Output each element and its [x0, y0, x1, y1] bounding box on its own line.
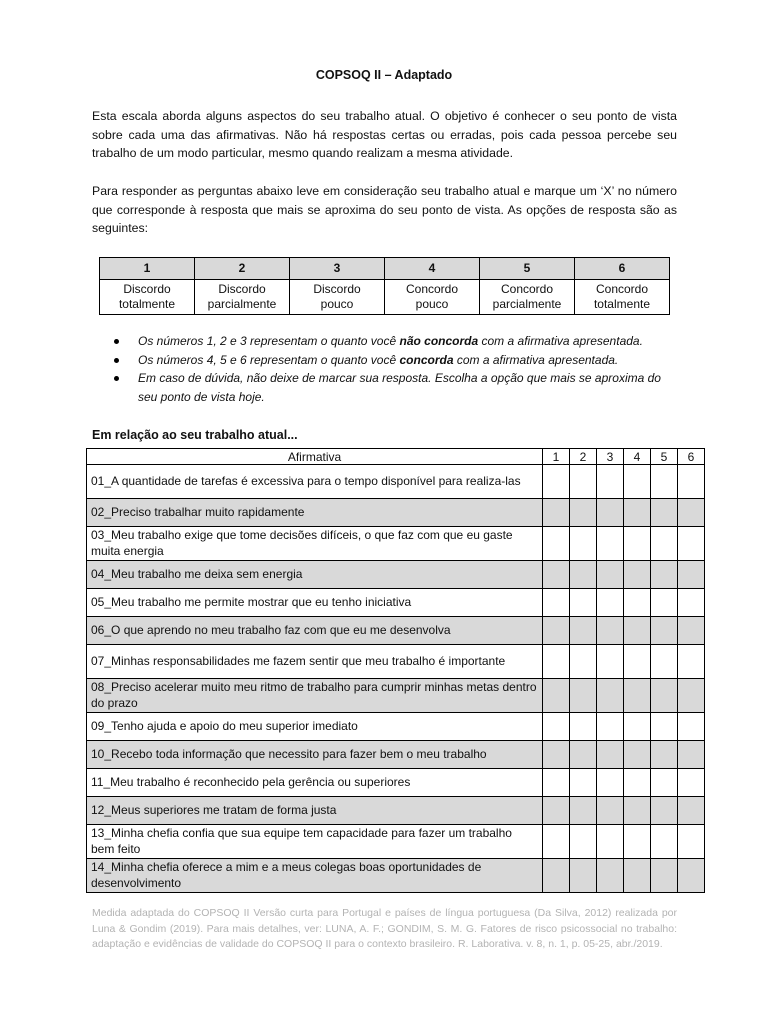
answer-checkbox-cell[interactable]: [651, 713, 678, 741]
answer-checkbox-cell[interactable]: [678, 499, 705, 527]
scale-label-line: totalmente: [118, 297, 176, 311]
answer-checkbox-cell[interactable]: [624, 679, 651, 713]
answer-checkbox-cell[interactable]: [543, 645, 570, 679]
answer-checkbox-cell[interactable]: [570, 679, 597, 713]
answer-checkbox-cell[interactable]: [651, 769, 678, 797]
answer-checkbox-cell[interactable]: [570, 859, 597, 893]
column-header-option: 6: [678, 449, 705, 465]
answer-checkbox-cell[interactable]: [543, 859, 570, 893]
answer-checkbox-cell[interactable]: [678, 561, 705, 589]
answer-checkbox-cell[interactable]: [651, 561, 678, 589]
page-title: COPSOQ II – Adaptado: [315, 68, 453, 82]
table-row: [87, 645, 705, 679]
statement-cell: 02_Preciso trabalhar muito rapidamente: [87, 499, 543, 527]
answer-checkbox-cell[interactable]: [597, 769, 624, 797]
scale-number: 4: [385, 258, 480, 280]
answer-checkbox-cell[interactable]: [651, 679, 678, 713]
statement-cell: 08_Preciso acelerar muito meu ritmo de trabalho para cumprir minhas metas dentro do prazo: [87, 679, 543, 713]
table-row: [87, 797, 705, 825]
answer-checkbox-cell[interactable]: [624, 527, 651, 561]
statement-cell: 07_Minhas responsabilidades me fazem sentir que meu trabalho é importante: [87, 645, 543, 679]
answer-checkbox-cell[interactable]: [624, 561, 651, 589]
statement-cell: 12_Meus superiores me tratam de forma justa: [87, 797, 543, 825]
bullet-text: com a afirmativa apresentada.: [478, 334, 643, 348]
answer-checkbox-cell[interactable]: [543, 769, 570, 797]
answer-checkbox-cell[interactable]: [570, 465, 597, 499]
answer-checkbox-cell[interactable]: [624, 825, 651, 859]
statement-cell: 09_Tenho ajuda e apoio do meu superior imediato: [87, 713, 543, 741]
scale-label-line: Concordo: [500, 281, 554, 296]
table-row: [87, 589, 705, 617]
bullet-item: [138, 332, 683, 351]
answer-checkbox-cell[interactable]: [543, 527, 570, 561]
scale-label-line: parcialmente: [207, 297, 277, 311]
answer-checkbox-cell[interactable]: [597, 465, 624, 499]
scale-label: [100, 280, 195, 315]
table-row: [87, 769, 705, 797]
bullet-text: Os números 4, 5 e 6 representam o quanto você: [138, 352, 400, 367]
answer-checkbox-cell[interactable]: [624, 713, 651, 741]
scale-label-line: totalmente: [593, 297, 651, 311]
scale-label-line: pouco: [415, 297, 449, 311]
statement-cell: 13_Minha chefia confia que sua equipe tem capacidade para fazer um trabalho bem feito: [87, 825, 543, 859]
answer-checkbox-cell[interactable]: [543, 617, 570, 645]
answer-checkbox-cell[interactable]: [597, 825, 624, 859]
answer-checkbox-cell[interactable]: [651, 741, 678, 769]
table-row: [87, 825, 705, 859]
answer-checkbox-cell[interactable]: [624, 617, 651, 645]
answer-checkbox-cell[interactable]: [597, 741, 624, 769]
scale-label: [290, 280, 385, 315]
table-row: [87, 561, 705, 589]
answer-checkbox-cell[interactable]: [678, 741, 705, 769]
scale-label-line: Discordo: [218, 281, 266, 296]
answer-checkbox-cell[interactable]: [597, 499, 624, 527]
scale-label: [575, 280, 670, 315]
answer-checkbox-cell[interactable]: [624, 797, 651, 825]
column-header-statement: Afirmativa: [87, 449, 543, 465]
scale-label-line: pouco: [320, 297, 354, 311]
intro-paragraph: Esta escala aborda alguns aspectos do seu trabalho atual. O objetivo é conhecer o seu ponto de vista sobre cada uma das afirmativas. Não há respostas certas ou erradas, pois cada pessoa percebe seu trabalho de um modo particular, mesmo quando realizam a mesma atividade.: [92, 109, 677, 160]
scale-label-line: Concordo: [405, 281, 459, 296]
answer-checkbox-cell[interactable]: [678, 527, 705, 561]
answer-checkbox-cell[interactable]: [678, 769, 705, 797]
table-row: [87, 465, 705, 499]
answer-checkbox-cell[interactable]: [651, 859, 678, 893]
bullet-item: [138, 369, 683, 406]
answer-checkbox-cell[interactable]: [678, 797, 705, 825]
column-header-option: 5: [651, 449, 678, 465]
scale-label-line: Concordo: [595, 281, 649, 296]
answer-checkbox-cell[interactable]: [543, 741, 570, 769]
answer-checkbox-cell[interactable]: [624, 859, 651, 893]
scale-number: 2: [195, 258, 290, 280]
instruction-bullets: [138, 332, 683, 406]
bullet-text: Em caso de dúvida, não deixe de marcar sua resposta. Escolha a opção que mais se aproxima do seu ponto de vista hoje.: [138, 371, 661, 404]
answer-checkbox-cell[interactable]: [624, 499, 651, 527]
answer-checkbox-cell[interactable]: [624, 465, 651, 499]
answer-checkbox-cell[interactable]: [597, 645, 624, 679]
response-scale-table: [99, 257, 670, 315]
answer-checkbox-cell[interactable]: [597, 589, 624, 617]
citation-footer: Medida adaptada do COPSOQ II Versão curta para Portugal e países de língua portuguesa (Da Silva, 2012) realizada por Luna & Gondim (2019). Para mais detalhes, ver: LUNA, A. F.; GONDIM, S. M. G. Fatores de risco psicossocial no trabalho: adaptação e evidências de validade do COPSOQ II para o contexto brasileiro. R. Laborativa. v. 8, n. 1, p. 05-25, abr./2019.: [92, 907, 677, 950]
answer-checkbox-cell[interactable]: [624, 589, 651, 617]
answer-checkbox-cell[interactable]: [543, 589, 570, 617]
answer-checkbox-cell[interactable]: [597, 527, 624, 561]
answer-checkbox-cell[interactable]: [624, 741, 651, 769]
answer-checkbox-cell[interactable]: [543, 561, 570, 589]
bullet-emphasis: não concorda: [399, 334, 479, 348]
answer-checkbox-cell[interactable]: [570, 617, 597, 645]
answer-checkbox-cell[interactable]: [678, 713, 705, 741]
scale-number: 1: [100, 258, 195, 280]
answer-checkbox-cell[interactable]: [570, 713, 597, 741]
answer-checkbox-cell[interactable]: [678, 617, 705, 645]
answer-checkbox-cell[interactable]: [570, 589, 597, 617]
answer-checkbox-cell[interactable]: [597, 797, 624, 825]
column-header-option: 2: [570, 449, 597, 465]
scale-label: [195, 280, 290, 315]
table-row: [87, 679, 705, 713]
answer-checkbox-cell[interactable]: [597, 561, 624, 589]
answer-checkbox-cell[interactable]: [543, 499, 570, 527]
answer-checkbox-cell[interactable]: [678, 859, 705, 893]
answer-checkbox-cell[interactable]: [651, 825, 678, 859]
table-row: [87, 741, 705, 769]
answer-checkbox-cell[interactable]: [570, 499, 597, 527]
statement-cell: 11_Meu trabalho é reconhecido pela gerência ou superiores: [87, 769, 543, 797]
answer-checkbox-cell[interactable]: [597, 713, 624, 741]
answer-checkbox-cell[interactable]: [543, 825, 570, 859]
statement-cell: 10_Recebo toda informação que necessito para fazer bem o meu trabalho: [87, 741, 543, 769]
answer-checkbox-cell[interactable]: [651, 589, 678, 617]
answer-checkbox-cell[interactable]: [543, 465, 570, 499]
scale-label: [480, 280, 575, 315]
statement-cell: 01_A quantidade de tarefas é excessiva para o tempo disponível para realiza-las: [87, 465, 543, 499]
answer-checkbox-cell[interactable]: [678, 589, 705, 617]
answer-checkbox-cell[interactable]: [678, 645, 705, 679]
answer-checkbox-cell[interactable]: [651, 797, 678, 825]
statement-cell: 05_Meu trabalho me permite mostrar que eu tenho iniciativa: [87, 589, 543, 617]
scale-number: 3: [290, 258, 385, 280]
answer-checkbox-cell[interactable]: [543, 797, 570, 825]
table-row: [87, 617, 705, 645]
answer-checkbox-cell[interactable]: [543, 713, 570, 741]
statement-cell: 14_Minha chefia oferece a mim e a meus colegas boas oportunidades de desenvolvimento: [87, 859, 543, 893]
column-header-option: 1: [543, 449, 570, 465]
table-row: [87, 527, 705, 561]
table-row: [87, 499, 705, 527]
column-header-option: 4: [624, 449, 651, 465]
answer-checkbox-cell[interactable]: [570, 527, 597, 561]
statement-cell: 04_Meu trabalho me deixa sem energia: [87, 561, 543, 589]
statement-cell: 03_Meu trabalho exige que tome decisões difíceis, o que faz com que eu gaste muita energia: [87, 527, 543, 561]
answer-checkbox-cell[interactable]: [570, 797, 597, 825]
answer-checkbox-cell[interactable]: [570, 769, 597, 797]
column-header-option: 3: [597, 449, 624, 465]
bullet-text: Os números 1, 2 e 3 representam o quanto você: [138, 334, 400, 348]
answer-checkbox-cell[interactable]: [651, 465, 678, 499]
scale-number: 5: [480, 258, 575, 280]
answer-checkbox-cell[interactable]: [624, 645, 651, 679]
bullet-emphasis: concorda: [399, 352, 454, 367]
section-heading: Em relação ao seu trabalho atual...: [92, 428, 298, 442]
answer-checkbox-cell[interactable]: [651, 645, 678, 679]
instructions-paragraph: Para responder as perguntas abaixo leve em consideração seu trabalho atual e marque um ‘X’ no número que corresponde à resposta que mais se aproxima do seu ponto de vista. As opções de resposta são as seguintes:: [92, 184, 677, 235]
bullet-text: com a afirmativa apresentada.: [453, 352, 619, 367]
statement-cell: 06_O que aprendo no meu trabalho faz com que eu me desenvolva: [87, 617, 543, 645]
answer-checkbox-cell[interactable]: [570, 825, 597, 859]
table-row: [87, 713, 705, 741]
bullet-item: [138, 351, 683, 370]
scale-label: [385, 280, 480, 315]
answer-checkbox-cell[interactable]: [651, 499, 678, 527]
scale-label-line: Discordo: [313, 281, 361, 296]
answer-checkbox-cell[interactable]: [651, 617, 678, 645]
answer-checkbox-cell[interactable]: [570, 561, 597, 589]
answer-checkbox-cell[interactable]: [543, 679, 570, 713]
answer-checkbox-cell[interactable]: [570, 645, 597, 679]
answer-checkbox-cell[interactable]: [651, 527, 678, 561]
answer-checkbox-cell[interactable]: [678, 679, 705, 713]
answer-checkbox-cell[interactable]: [678, 465, 705, 499]
answer-checkbox-cell[interactable]: [597, 617, 624, 645]
answer-checkbox-cell[interactable]: [624, 769, 651, 797]
scale-label-line: parcialmente: [492, 297, 562, 311]
answer-checkbox-cell[interactable]: [678, 825, 705, 859]
scale-label-line: Discordo: [123, 281, 171, 296]
scale-number: 6: [575, 258, 670, 280]
questionnaire-table: [86, 448, 705, 893]
table-row: [87, 859, 705, 893]
answer-checkbox-cell[interactable]: [570, 741, 597, 769]
answer-checkbox-cell[interactable]: [597, 859, 624, 893]
answer-checkbox-cell[interactable]: [597, 679, 624, 713]
